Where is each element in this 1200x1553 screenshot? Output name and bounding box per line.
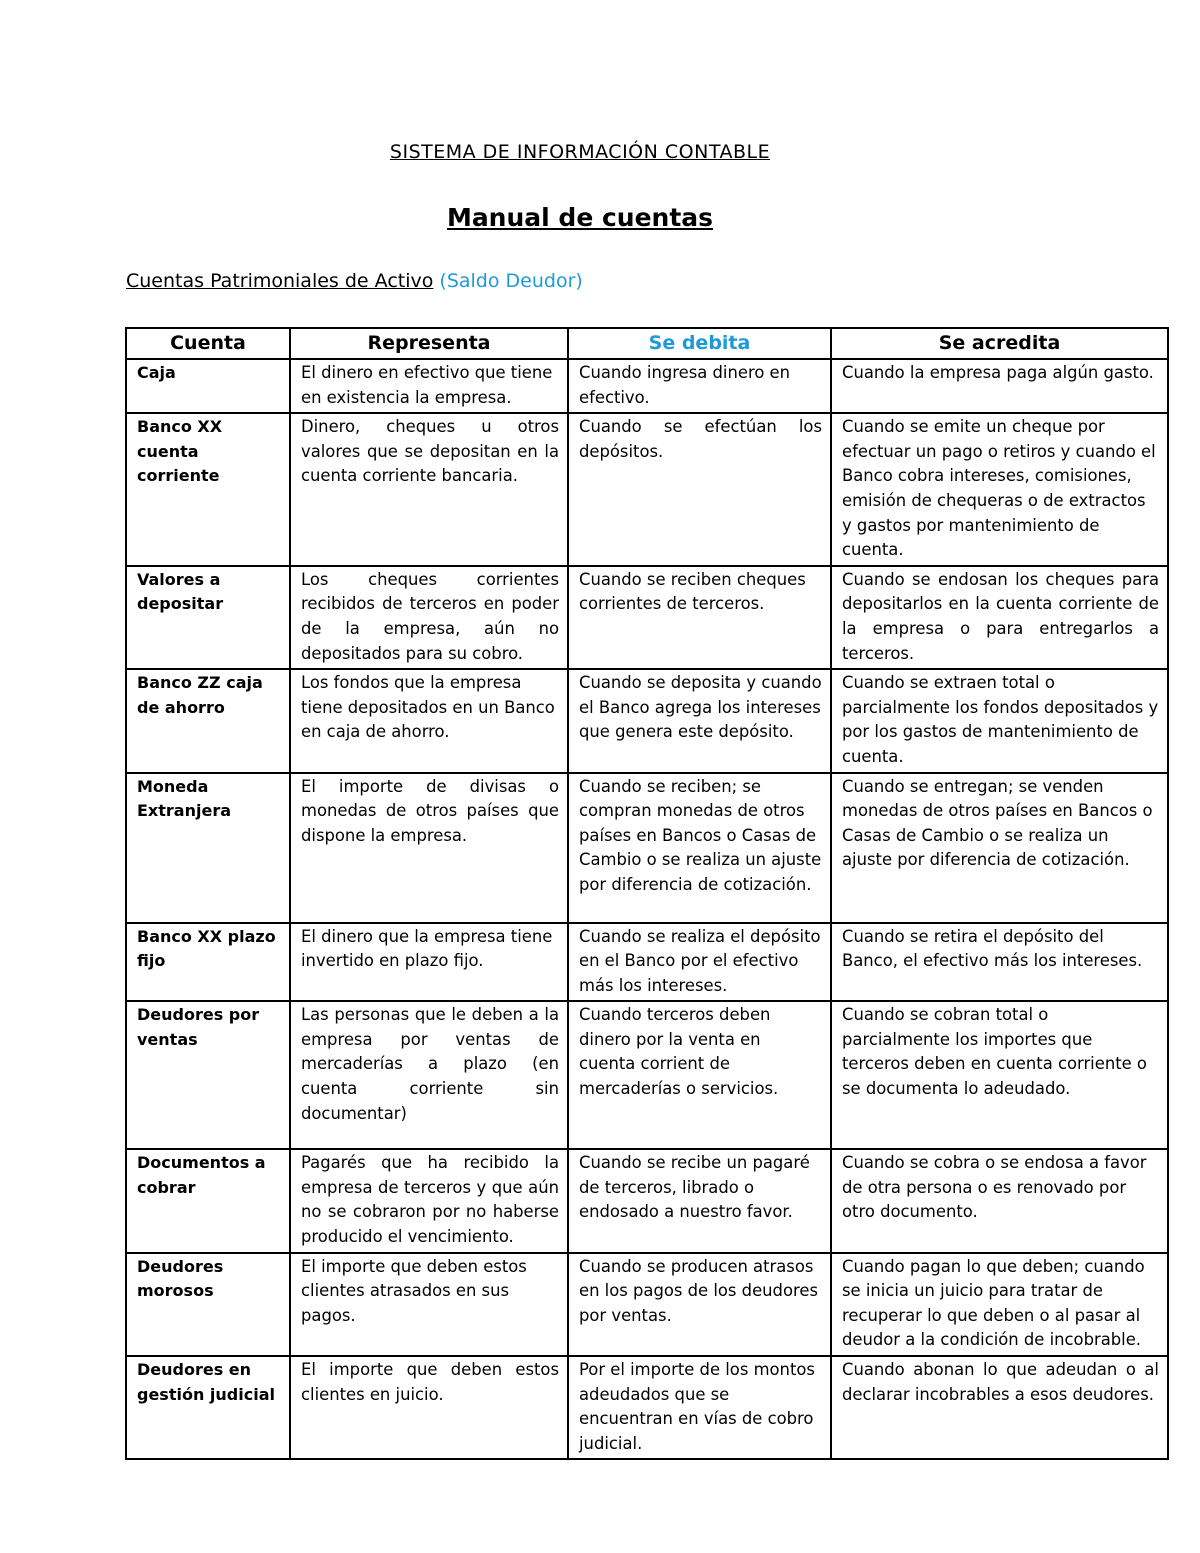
cell-acredita: Cuando se cobra o se endosa a favor de otra persona o es renovado por otro documento.	[831, 1149, 1168, 1252]
cell-representa: Los fondos que la empresa tiene depositados en un Banco en caja de ahorro.	[290, 669, 568, 772]
table-row	[126, 923, 1168, 1002]
table-row	[126, 413, 1168, 566]
cell-cuenta: Banco XX plazo fijo	[126, 923, 290, 1002]
cell-representa: El importe que deben estos clientes atrasados en sus pagos.	[290, 1253, 568, 1356]
header-se-acredita: Se acredita	[831, 328, 1168, 359]
table-row	[126, 1149, 1168, 1252]
table-row	[126, 669, 1168, 772]
cell-debita: Por el importe de los montos adeudados que se encuentran en vías de cobro judicial.	[568, 1356, 831, 1459]
cell-representa: El dinero que la empresa tiene invertido en plazo fijo.	[290, 923, 568, 1002]
header-se-debita: Se debita	[568, 328, 831, 359]
cell-debita: Cuando se reciben cheques corrientes de terceros.	[568, 566, 831, 669]
cell-debita: Cuando ingresa dinero en efectivo.	[568, 359, 831, 413]
table-row	[126, 359, 1168, 413]
cell-debita: Cuando se recibe un pagaré de terceros, librado o endosado a nuestro favor.	[568, 1149, 831, 1252]
cell-debita: Cuando se producen atrasos en los pagos de los deudores por ventas.	[568, 1253, 831, 1356]
cell-cuenta: Caja	[126, 359, 290, 413]
section-label: Cuentas Patrimoniales de Activo	[126, 270, 434, 292]
cell-debita: Cuando se deposita y cuando el Banco agrega los intereses que genera este depósito.	[568, 669, 831, 772]
cell-cuenta: Banco XX cuenta corriente	[126, 413, 290, 566]
cell-cuenta: Deudores por ventas	[126, 1001, 290, 1149]
cell-representa: Las personas que le deben a la empresa por ventas de mercaderías a plazo (en cuenta corriente sin documentar)	[290, 1001, 568, 1149]
table-row	[126, 1356, 1168, 1459]
cell-representa: El importe de divisas o monedas de otros países que dispone la empresa.	[290, 773, 568, 923]
cell-acredita: Cuando la empresa paga algún gasto.	[831, 359, 1168, 413]
cell-representa: Dinero, cheques u otros valores que se depositan en la cuenta corriente bancaria.	[290, 413, 568, 566]
header-cuenta: Cuenta	[126, 328, 290, 359]
table-row	[126, 566, 1168, 669]
cell-acredita: Cuando abonan lo que adeudan o al declarar incobrables a esos deudores.	[831, 1356, 1168, 1459]
cell-acredita: Cuando se extraen total o parcialmente los fondos depositados y por los gastos de mantenimiento de cuenta.	[831, 669, 1168, 772]
cell-representa: El importe que deben estos clientes en juicio.	[290, 1356, 568, 1459]
document-subtitle: Manual de cuentas	[446, 203, 714, 232]
header-representa: Representa	[290, 328, 568, 359]
cell-acredita: Cuando se entregan; se venden monedas de otros países en Bancos o Casas de Cambio o se realiza un ajuste por diferencia de cotización.	[831, 773, 1168, 923]
cell-debita: Cuando se reciben; se compran monedas de otros países en Bancos o Casas de Cambio o se realiza un ajuste por diferencia de cotización.	[568, 773, 831, 923]
table-row	[126, 1001, 1168, 1149]
cell-cuenta: Moneda Extranjera	[126, 773, 290, 923]
cell-debita: Cuando se realiza el depósito en el Banco por el efectivo más los intereses.	[568, 923, 831, 1002]
cell-cuenta: Valores a depositar	[126, 566, 290, 669]
table-row	[126, 1253, 1168, 1356]
table-header-row	[126, 328, 1168, 359]
cell-debita: Cuando terceros deben dinero por la venta en cuenta corrient de mercaderías o servicios.	[568, 1001, 831, 1149]
cell-cuenta: Deudores en gestión judicial	[126, 1356, 290, 1459]
table-row	[126, 773, 1168, 923]
section-heading	[126, 270, 583, 292]
accounts-table	[125, 327, 1169, 1460]
section-note: (Saldo Deudor)	[439, 270, 583, 292]
cell-cuenta: Documentos a cobrar	[126, 1149, 290, 1252]
cell-debita: Cuando se efectúan los depósitos.	[568, 413, 831, 566]
cell-representa: El dinero en efectivo que tiene en existencia la empresa.	[290, 359, 568, 413]
cell-acredita: Cuando se emite un cheque por efectuar un pago o retiros y cuando el Banco cobra intereses, comisiones, emisión de chequeras o de extractos y gastos por mantenimiento de cuenta.	[831, 413, 1168, 566]
cell-cuenta: Deudores morosos	[126, 1253, 290, 1356]
document-title: SISTEMA DE INFORMACIÓN CONTABLE	[389, 141, 771, 163]
cell-acredita: Cuando se cobran total o parcialmente los importes que terceros deben en cuenta corriente o se documenta lo adeudado.	[831, 1001, 1168, 1149]
cell-representa: Los cheques corrientes recibidos de terceros en poder de la empresa, aún no depositados para su cobro.	[290, 566, 568, 669]
cell-acredita: Cuando pagan lo que deben; cuando se inicia un juicio para tratar de recuperar lo que deben o al pasar al deudor a la condición de incobrable.	[831, 1253, 1168, 1356]
cell-representa: Pagarés que ha recibido la empresa de terceros y que aún no se cobraron por no haberse producido el vencimiento.	[290, 1149, 568, 1252]
cell-acredita: Cuando se retira el depósito del Banco, el efectivo más los intereses.	[831, 923, 1168, 1002]
cell-acredita: Cuando se endosan los cheques para depositarlos en la cuenta corriente de la empresa o para entregarlos a terceros.	[831, 566, 1168, 669]
cell-cuenta: Banco ZZ caja de ahorro	[126, 669, 290, 772]
